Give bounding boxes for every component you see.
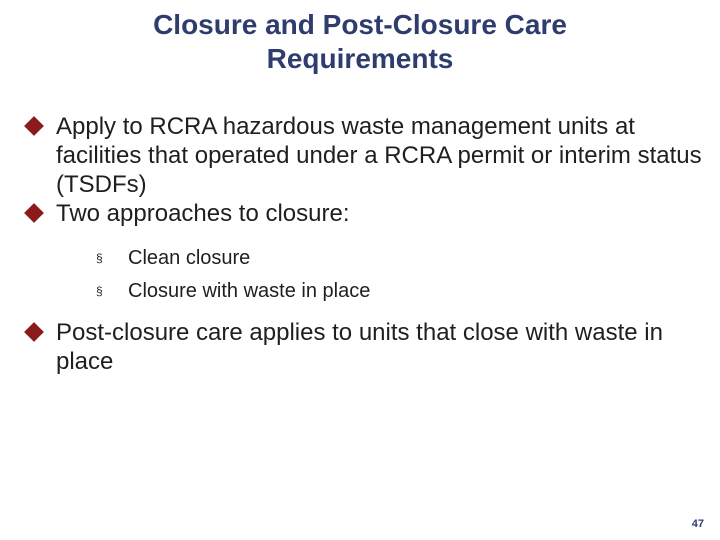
sub-bullet-text: Clean closure — [128, 247, 251, 269]
sub-bullet-item — [56, 242, 704, 275]
slide-title — [40, 8, 680, 76]
slide-title-line-2: Requirements — [266, 43, 454, 74]
slide-title-line-1: Closure and Post-Closure Care — [153, 9, 567, 40]
sub-bullet-item — [56, 275, 704, 308]
bullet-item — [24, 112, 704, 199]
bullet-item — [24, 318, 704, 376]
square-bullet-icon: § — [96, 284, 103, 298]
bullet-list — [24, 112, 704, 376]
diamond-icon — [24, 322, 44, 342]
bullet-text: Apply to RCRA hazardous waste management units at facilities that operated under a RCRA permit or interim status (TSDFs) — [56, 113, 702, 198]
bullet-item — [24, 199, 704, 308]
square-bullet-icon: § — [96, 251, 103, 265]
sub-bullet-text: Closure with waste in place — [128, 280, 371, 302]
bullet-text: Post-closure care applies to units that close with waste in place — [56, 319, 663, 375]
sub-bullet-list — [56, 242, 704, 308]
diamond-icon — [24, 116, 44, 136]
diamond-icon — [24, 203, 44, 223]
page-number: 47 — [691, 518, 704, 530]
bullet-text: Two approaches to closure: — [56, 200, 350, 227]
